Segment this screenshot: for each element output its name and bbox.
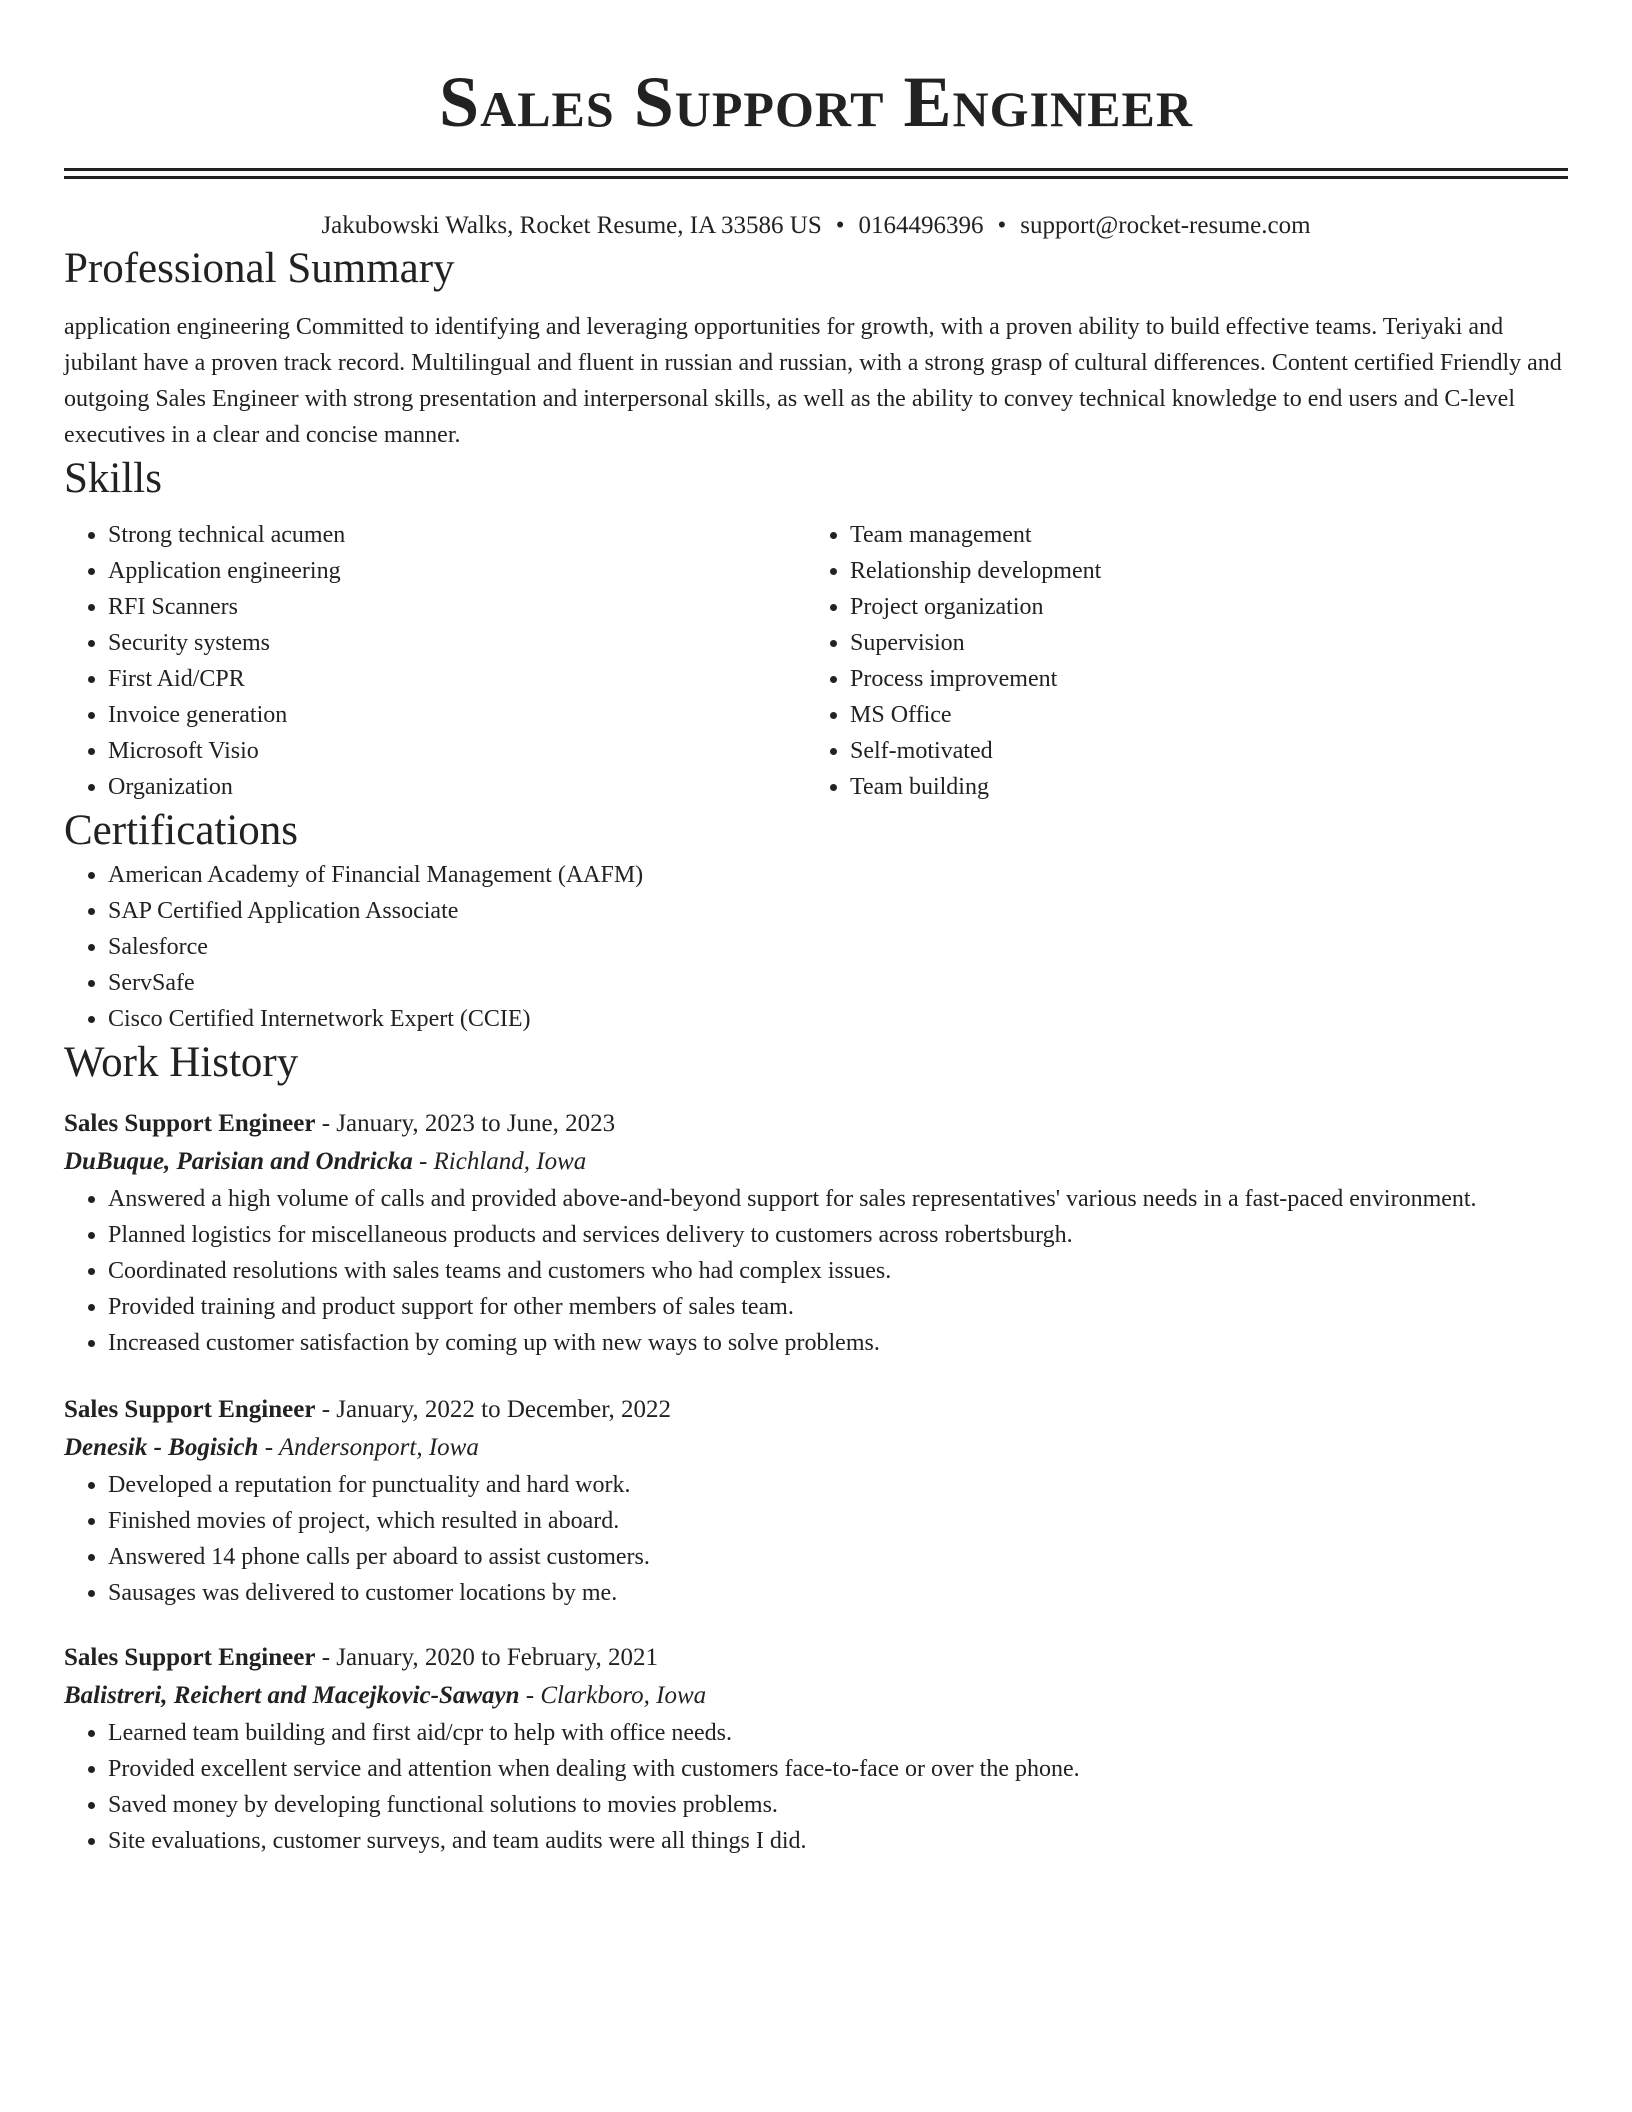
- job-bullet: • Sausages was delivered to customer locations by me.: [108, 1575, 1568, 1611]
- skill-item: • Supervision: [850, 625, 1548, 661]
- title-divider: [64, 168, 1568, 179]
- contact-line: [64, 209, 1568, 243]
- summary-heading: Professional Summary: [64, 245, 455, 292]
- job-dates: - January, 2023 to June, 2023: [315, 1110, 616, 1137]
- job-company-line: [64, 1143, 1568, 1181]
- skill-item: • Self-motivated: [850, 733, 1548, 769]
- certifications-list: [64, 857, 1568, 1037]
- certification-item: • Salesforce: [108, 929, 1568, 965]
- job-dates: - January, 2020 to February, 2021: [315, 1644, 658, 1671]
- job-header: [64, 1391, 1568, 1429]
- job-bullet: • Answered 14 phone calls per aboard to assist customers.: [108, 1539, 1568, 1575]
- job-bullet: • Site evaluations, customer surveys, and team audits were all things I did.: [108, 1823, 1568, 1859]
- contact-email: support@rocket-resume.com: [1020, 212, 1311, 239]
- skill-item: • MS Office: [850, 697, 1548, 733]
- certification-item: • SAP Certified Application Associate: [108, 893, 1568, 929]
- job-entry: [64, 1105, 1568, 1361]
- skill-item: • Process improvement: [850, 661, 1548, 697]
- skills-heading: Skills: [64, 455, 162, 502]
- job-bullet-list: [64, 1181, 1568, 1361]
- job-bullet-list: [64, 1467, 1568, 1611]
- job-bullet: • Answered a high volume of calls and provided above-and-beyond support for sales representatives' various needs in a fast-paced environment.: [108, 1181, 1568, 1217]
- skill-item: • Team management: [850, 517, 1548, 553]
- job-entry: [64, 1391, 1568, 1611]
- job-location: - Richland, Iowa: [412, 1148, 587, 1175]
- job-dates: - January, 2022 to December, 2022: [315, 1396, 672, 1423]
- job-company-line: [64, 1677, 1568, 1715]
- job-header: [64, 1105, 1568, 1143]
- contact-address: Jakubowski Walks, Rocket Resume, IA 33586 US: [321, 212, 822, 239]
- summary-text: application engineering Committed to identifying and leveraging opportunities for growth, with a proven ability to build effective teams. Teriyaki and jubilant have a proven track record. Multilingual and fluent in russian and russian, with a strong grasp of cultural differences. Content certified Friendly and outgoing Sales Engineer with strong presentation and interpersonal skills, as well as the ability to convey technical knowledge to end users and C-level executives in a clear and concise manner.: [64, 314, 1562, 448]
- job-bullet: • Planned logistics for miscellaneous products and services delivery to customers across robertsburgh.: [108, 1217, 1568, 1253]
- job-role: Sales Support Engineer: [64, 1396, 316, 1423]
- job-role: Sales Support Engineer: [64, 1644, 316, 1671]
- job-bullet: • Provided excellent service and attention when dealing with customers face-to-face or over the phone.: [108, 1751, 1568, 1787]
- job-bullet: • Provided training and product support for other members of sales team.: [108, 1289, 1568, 1325]
- job-location: - Andersonport, Iowa: [258, 1434, 479, 1461]
- job-company: Denesik - Bogisich: [64, 1434, 259, 1461]
- job-company: Balistreri, Reichert and Macejkovic-Sawayn: [64, 1682, 520, 1709]
- skills-list-left: [64, 517, 806, 805]
- certification-item: • ServSafe: [108, 965, 1568, 1001]
- job-bullet: • Saved money by developing functional solutions to movies problems.: [108, 1787, 1568, 1823]
- skill-item: • Application engineering: [108, 553, 806, 589]
- job-entry: [64, 1639, 1568, 1859]
- contact-separator: •: [835, 212, 845, 239]
- work-history-heading: Work History: [64, 1039, 299, 1086]
- skill-item: • RFI Scanners: [108, 589, 806, 625]
- skill-item: • Team building: [850, 769, 1548, 805]
- skill-item: • Security systems: [108, 625, 806, 661]
- job-company: DuBuque, Parisian and Ondricka: [64, 1148, 413, 1175]
- certification-item: • Cisco Certified Internetwork Expert (CCIE): [108, 1001, 1568, 1037]
- job-header: [64, 1639, 1568, 1677]
- resume-title: Sales Support Engineer: [439, 62, 1193, 142]
- job-bullet: • Increased customer satisfaction by coming up with new ways to solve problems.: [108, 1325, 1568, 1361]
- job-location: - Clarkboro, Iowa: [519, 1682, 707, 1709]
- skill-item: • Project organization: [850, 589, 1548, 625]
- contact-separator: •: [997, 212, 1007, 239]
- skill-item: • Strong technical acumen: [108, 517, 806, 553]
- job-bullet: • Finished movies of project, which resulted in aboard.: [108, 1503, 1568, 1539]
- skill-item: • Invoice generation: [108, 697, 806, 733]
- contact-phone: 0164496396: [858, 212, 984, 239]
- skill-item: • First Aid/CPR: [108, 661, 806, 697]
- job-bullet: • Developed a reputation for punctuality and hard work.: [108, 1467, 1568, 1503]
- job-bullet-list: [64, 1715, 1568, 1859]
- skill-item: • Organization: [108, 769, 806, 805]
- skill-item: • Microsoft Visio: [108, 733, 806, 769]
- skills-list-right: [806, 517, 1548, 805]
- job-company-line: [64, 1429, 1568, 1467]
- job-role: Sales Support Engineer: [64, 1110, 316, 1137]
- skills-columns: [64, 517, 1568, 805]
- skill-item: • Relationship development: [850, 553, 1548, 589]
- job-bullet: • Learned team building and first aid/cpr to help with office needs.: [108, 1715, 1568, 1751]
- certification-item: • American Academy of Financial Management (AAFM): [108, 857, 1568, 893]
- job-bullet: • Coordinated resolutions with sales teams and customers who had complex issues.: [108, 1253, 1568, 1289]
- certifications-heading: Certifications: [64, 807, 299, 854]
